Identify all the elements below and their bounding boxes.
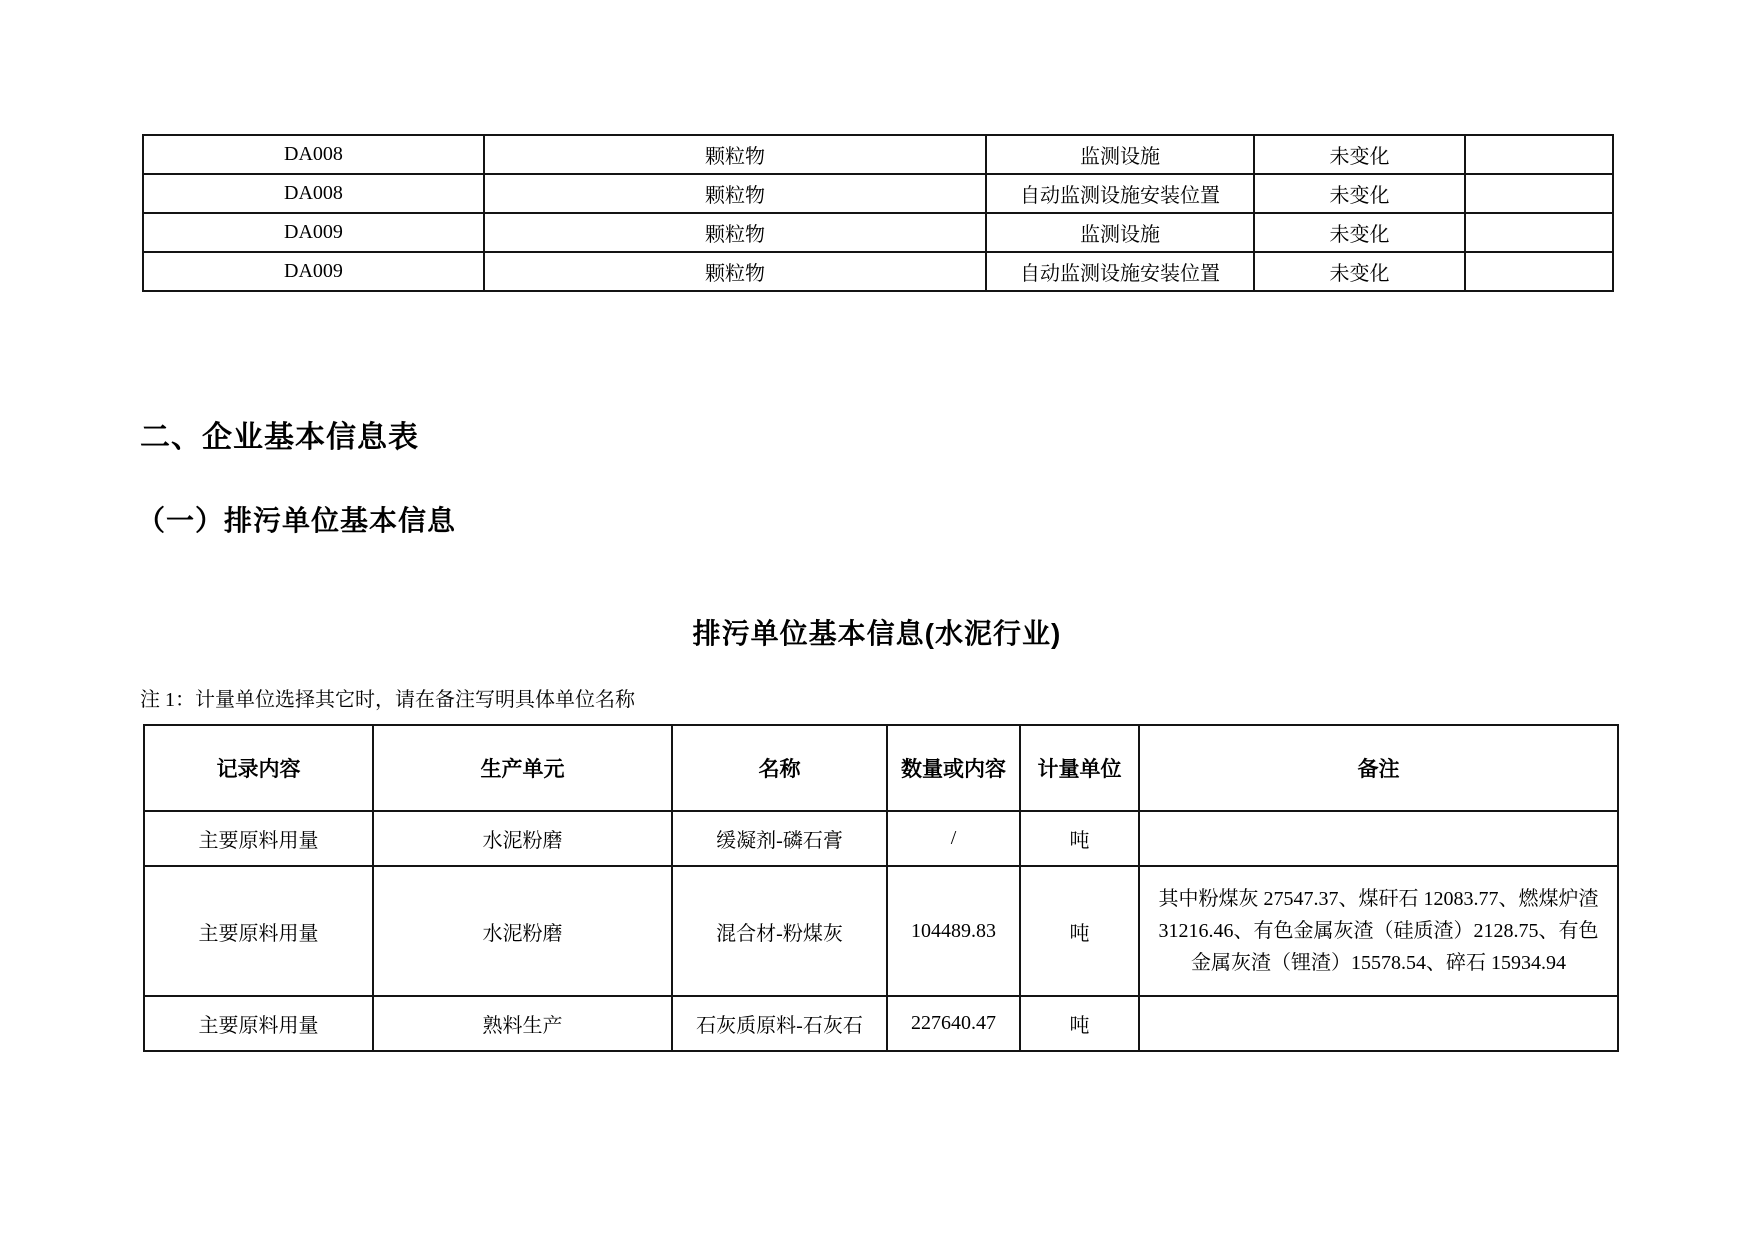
cell-pollutant: 颗粒物 <box>484 252 986 291</box>
cell-unit: 吨 <box>1020 996 1139 1051</box>
cell-production-unit: 熟料生产 <box>373 996 672 1051</box>
cell-outlet-code: DA008 <box>143 174 484 213</box>
table-header-row <box>144 725 1618 811</box>
cell-change-status: 未变化 <box>1254 252 1465 291</box>
table-row <box>143 252 1613 291</box>
cell-outlet-code: DA009 <box>143 213 484 252</box>
section-heading: 二、企业基本信息表 <box>140 421 419 454</box>
cell-change-item: 监测设施 <box>986 213 1254 252</box>
cell-production-unit: 水泥粉磨 <box>373 811 672 866</box>
cell-pollutant: 颗粒物 <box>484 174 986 213</box>
cell-change-item: 监测设施 <box>986 135 1254 174</box>
cell-remark <box>1465 135 1613 174</box>
cell-record-content: 主要原料用量 <box>144 811 373 866</box>
cell-remark <box>1139 811 1618 866</box>
table-row <box>144 996 1618 1051</box>
cell-record-content: 主要原料用量 <box>144 996 373 1051</box>
cell-name: 混合材-粉煤灰 <box>672 866 887 996</box>
cell-quantity: 104489.83 <box>887 866 1020 996</box>
table-row <box>144 811 1618 866</box>
cell-unit: 吨 <box>1020 866 1139 996</box>
cell-record-content: 主要原料用量 <box>144 866 373 996</box>
cell-remark <box>1465 174 1613 213</box>
cell-remark <box>1465 252 1613 291</box>
cell-unit: 吨 <box>1020 811 1139 866</box>
table-row <box>143 213 1613 252</box>
table-note: 注 1：计量单位选择其它时，请在备注写明具体单位名称 <box>140 689 635 711</box>
cell-remark: 其中粉煤灰 27547.37、煤矸石 12083.77、燃煤炉渣 31216.46、有色金属灰渣（硅质渣）2128.75、有色金属灰渣（锂渣）15578.54、碎石 15934.94 <box>1139 866 1618 996</box>
header-quantity: 数量或内容 <box>887 725 1020 811</box>
cell-remark <box>1139 996 1618 1051</box>
cell-quantity: 227640.47 <box>887 996 1020 1051</box>
cell-change-item: 自动监测设施安装位置 <box>986 174 1254 213</box>
header-name: 名称 <box>672 725 887 811</box>
subsection-heading: （一）排污单位基本信息 <box>137 505 457 536</box>
cell-change-status: 未变化 <box>1254 174 1465 213</box>
header-unit: 计量单位 <box>1020 725 1139 811</box>
basic-info-table <box>143 724 1619 1052</box>
cell-quantity: / <box>887 811 1020 866</box>
header-production-unit: 生产单元 <box>373 725 672 811</box>
table-row <box>143 174 1613 213</box>
cell-pollutant: 颗粒物 <box>484 213 986 252</box>
cell-pollutant: 颗粒物 <box>484 135 986 174</box>
table-row <box>143 135 1613 174</box>
cell-change-status: 未变化 <box>1254 213 1465 252</box>
cell-change-status: 未变化 <box>1254 135 1465 174</box>
cell-name: 缓凝剂-磷石膏 <box>672 811 887 866</box>
header-remark: 备注 <box>1139 725 1618 811</box>
cell-remark <box>1465 213 1613 252</box>
table-title: 排污单位基本信息(水泥行业) <box>692 618 1062 649</box>
cell-production-unit: 水泥粉磨 <box>373 866 672 996</box>
table-row <box>144 866 1618 996</box>
cell-outlet-code: DA009 <box>143 252 484 291</box>
header-record-content: 记录内容 <box>144 725 373 811</box>
cell-change-item: 自动监测设施安装位置 <box>986 252 1254 291</box>
cell-name: 石灰质原料-石灰石 <box>672 996 887 1051</box>
change-record-table <box>142 134 1614 292</box>
cell-outlet-code: DA008 <box>143 135 484 174</box>
